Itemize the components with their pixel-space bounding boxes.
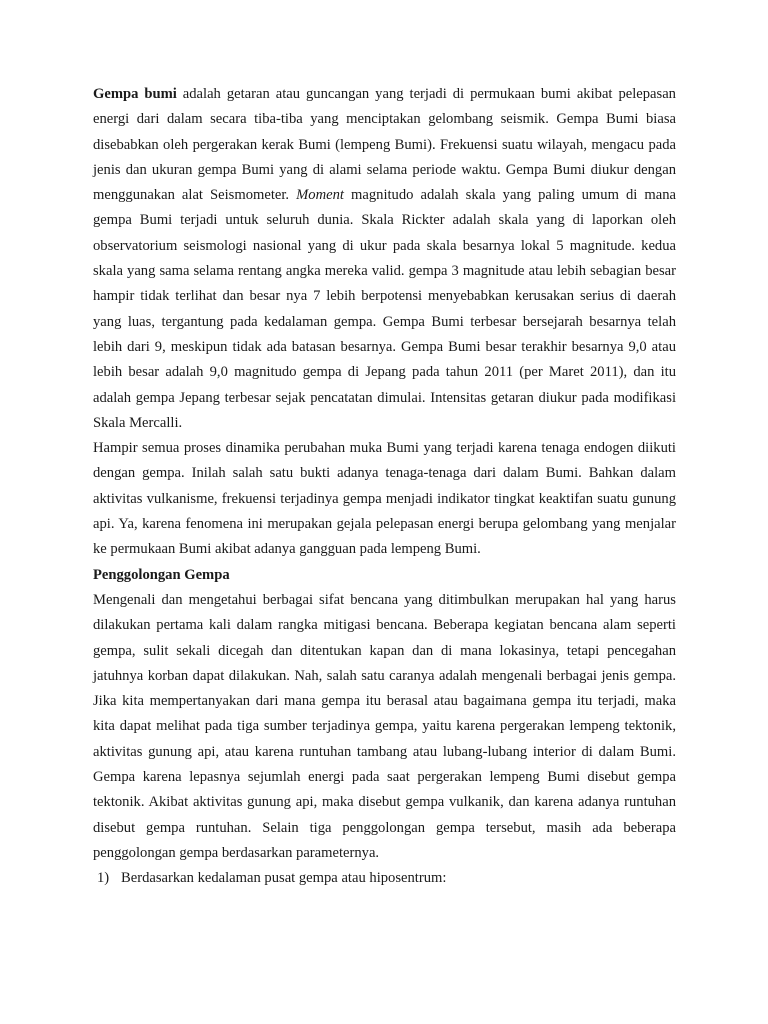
paragraph-dinamika: Hampir semua proses dinamika perubahan muka Bumi yang terjadi karena tenaga endogen diikuti dengan gempa. Inilah salah satu bukti adanya tenaga-tenaga dari dalam Bumi. Bahkan dalam aktivitas vulkanisme, frekuensi terjadinya gempa menjadi indikator tingkat keaktifan suatu gunung api. Ya, karena fenomena ini merupakan gejala pelepasan energi berupa gelombang yang menjalar ke permukaan Bumi akibat adanya gangguan pada lempeng Bumi. (93, 440, 676, 558)
document-page (93, 82, 676, 892)
paragraph-text: magnitudo adalah skala yang paling umum di mana gempa Bumi terjadi untuk seluruh dunia. Skala Rickter adalah skala yang di laporkan oleh observatorium seismologi nasional yang di ukur pada skala besarnya lokal 5 magnitude. kedua skala yang sama selama rentang angka mereka valid. gempa 3 magnitude atau lebih sebagian besar hampir tidak terlihat dan besar nya 7 lebih berpotensi menyebabkan kerusakan serius di daerah yang luas, tergantung pada kedalaman gempa. Gempa Bumi terbesar bersejarah besarnya telah lebih dari 9, meskipun tidak ada batasan besarnya. Gempa Bumi besar terakhir besarnya 9,0 atau lebih besar adalah 9,0 magnitudo gempa di Jepang pada tahun 2011 (per Maret 2011), dan itu adalah gempa Jepang terbesar sejak pencatatan dimulai. Intensitas getaran diukur pada modifikasi Skala Mercalli. (93, 187, 676, 431)
paragraph-gempa-bumi (93, 82, 676, 436)
bold-term: Gempa bumi (93, 86, 177, 102)
list-item (93, 866, 676, 891)
list-number: 1) (97, 870, 110, 887)
list-text: Berdasarkan kedalaman pusat gempa atau hiposentrum: (121, 870, 447, 887)
section-heading: Penggolongan Gempa (93, 566, 230, 583)
italic-term: Moment (296, 187, 344, 204)
paragraph-penggolongan: Mengenali dan mengetahui berbagai sifat bencana yang ditimbulkan merupakan hal yang harus dilakukan pertama kali dalam rangka mitigasi bencana. Beberapa kegiatan bencana alam seperti gempa, sulit sekali dicegah dan ditentukan kapan dan di mana lokasinya, tetapi pencegahan jatuhnya korban dapat dilakukan. Nah, salah satu caranya adalah mengenali berbagai jenis gempa. Jika kita mempertanyakan dari mana gempa itu berasal atau bagaimana gempa itu terjadi, maka kita dapat melihat pada tiga sumber terjadinya gempa, yaitu karena pergerakan lempeng tektonik, aktivitas gunung api, atau karena runtuhan tambang atau lubang-lubang interior di dalam Bumi. Gempa karena lepasnya sejumlah energi pada saat pergerakan lempeng Bumi disebut gempa tektonik. Akibat aktivitas gunung api, maka disebut gempa vulkanik, dan karena adanya runtuhan disebut gempa runtuhan. Selain tiga penggolongan gempa tersebut, masih ada beberapa penggolongan gempa berdasarkan parameternya. (93, 591, 676, 861)
paragraph-text: adalah getaran atau guncangan yang terjadi di permukaan bumi akibat pelepasan energi dari dalam secara tiba-tiba yang menciptakan gelombang seismik. Gempa Bumi biasa disebabkan oleh pergerakan kerak Bumi (lempeng Bumi). Frekuensi suatu wilayah, mengacu pada jenis dan ukuran gempa Bumi yang di alami selama periode waktu. Gempa Bumi diukur dengan menggunakan alat Seismometer. (93, 86, 676, 204)
